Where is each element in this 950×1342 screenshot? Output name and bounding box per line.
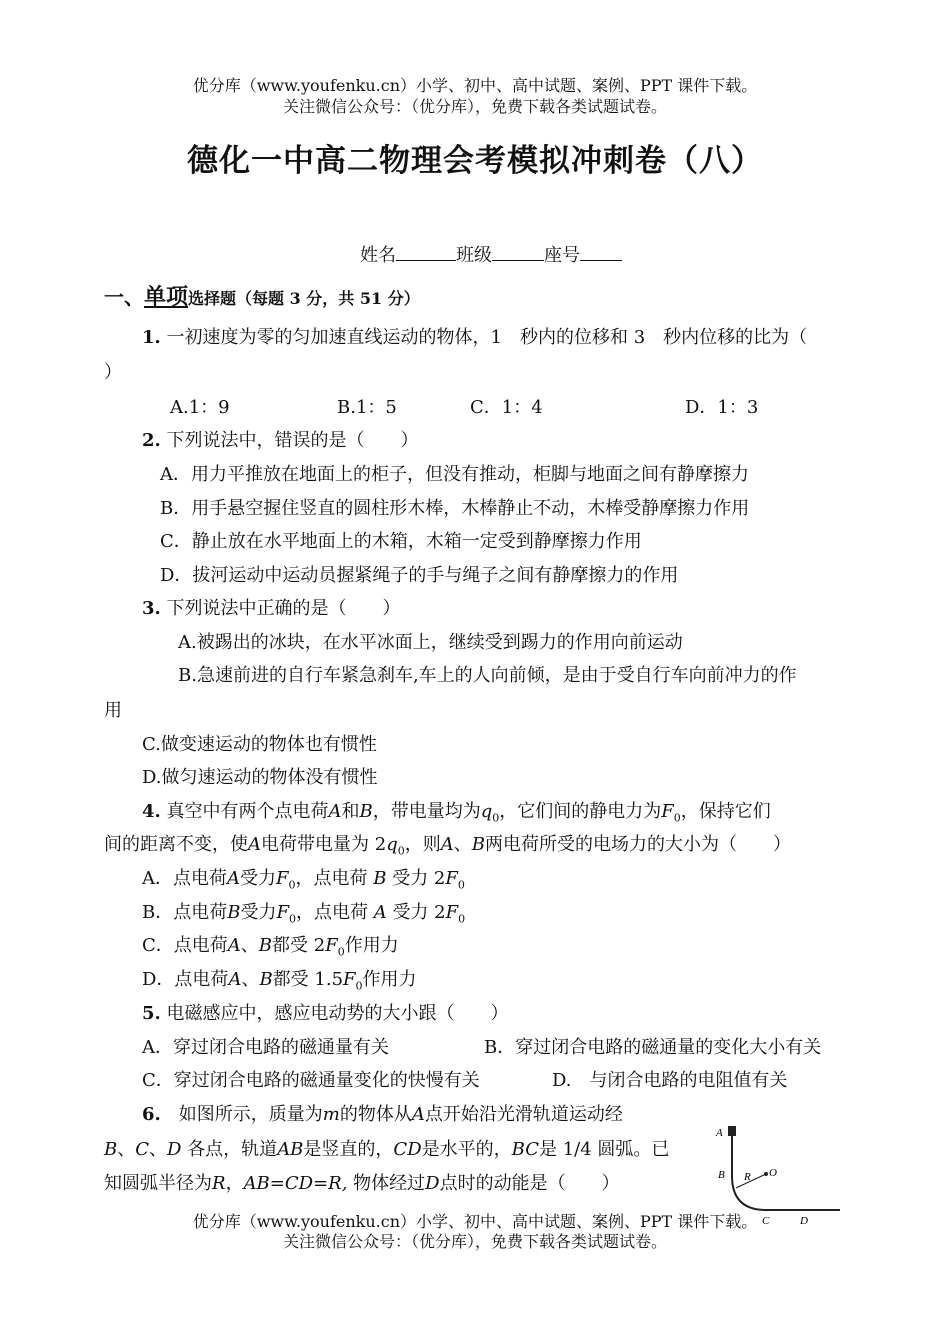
radius-line <box>736 1174 766 1188</box>
charge-b: B <box>471 834 485 855</box>
q5-option-d[interactable]: D. 与闭合电路的电阻值有关 <box>552 1070 788 1091</box>
q4-option-c[interactable] <box>142 934 399 965</box>
q3-option-c[interactable]: C.做变速运动的物体也有惯性 <box>142 734 377 755</box>
subscript: 0 <box>457 878 465 892</box>
q6-stem-line1 <box>142 1103 623 1127</box>
label-r: R <box>744 1171 751 1183</box>
q2-option-b[interactable]: B．用手悬空握住竖直的圆柱形木棒，木棒静止不动，木棒受静摩擦力作用 <box>160 498 750 519</box>
point-c: C <box>135 1139 150 1160</box>
charge-q: q <box>386 834 398 855</box>
class-label: 班级 <box>456 245 492 266</box>
q1-number: 1. <box>142 327 161 348</box>
q4-text: ，保持它们 <box>680 801 771 822</box>
charge-q: q <box>480 801 493 822</box>
q4-text: 两电荷所受的电场力的大小为（ ） <box>484 834 791 855</box>
charge-a: A <box>248 834 261 855</box>
q3-option-d[interactable]: D.做匀速运动的物体没有惯性 <box>142 767 378 788</box>
charge-a: A <box>373 902 387 923</box>
charge-b: B <box>359 801 373 822</box>
site-footer-line1: 优分库（www.youfenku.cn）小学、初中、高中试题、案例、PPT 课件下载。 <box>192 1212 758 1231</box>
opt-text: 都受 2 <box>272 935 326 956</box>
q1-stem <box>142 326 807 350</box>
point-d: D <box>425 1173 440 1194</box>
force-f: F <box>343 969 356 990</box>
q2-number: 2. <box>142 430 161 451</box>
opt-text: 、 <box>241 969 260 990</box>
q3-option-a[interactable]: A.被踢出的冰块，在水平冰面上，继续受到踢力的作用向前运动 <box>178 632 683 653</box>
opt-text: ，点电荷 <box>295 868 368 889</box>
radius-r: R <box>212 1173 226 1194</box>
center-point <box>764 1172 768 1176</box>
q4-text: ，它们间的静电力为 <box>499 801 662 822</box>
subscript: 0 <box>492 811 500 825</box>
q6-text: 、 <box>117 1139 136 1160</box>
charge-b: B <box>259 969 273 990</box>
q5-option-a[interactable]: A．穿过闭合电路的磁通量有关 <box>142 1037 389 1058</box>
class-blank[interactable] <box>492 242 544 261</box>
point-b: B <box>104 1139 118 1160</box>
q6-text: 点时的动能是（ ） <box>439 1173 620 1194</box>
opt-text: A．点电荷 <box>142 868 227 889</box>
subscript: 0 <box>355 979 363 993</box>
q4-text: 、 <box>453 834 472 855</box>
q4-and: 和 <box>341 801 360 822</box>
q5-option-c[interactable]: C．穿过闭合电路的磁通量变化的快慢有关 <box>142 1070 480 1091</box>
force-f: F <box>445 868 458 889</box>
q6-text: 是水平的， <box>421 1139 512 1160</box>
opt-text: 作用力 <box>362 969 417 990</box>
q5-option-b[interactable]: B．穿过闭合电路的磁通量的变化大小有关 <box>484 1037 822 1058</box>
q5-stem <box>142 1002 509 1026</box>
q1-option-d[interactable]: D．1：3 <box>685 397 759 418</box>
subscript: 0 <box>337 945 345 959</box>
opt-text: D．点电荷 <box>142 969 229 990</box>
subscript: 0 <box>673 811 681 825</box>
equation: AB=CD=R, <box>243 1173 348 1194</box>
q4-option-b[interactable] <box>142 901 465 932</box>
q4-text: ，带电量均为 <box>372 801 481 822</box>
q3-number: 3. <box>142 598 161 619</box>
q2-option-c[interactable]: C．静止放在水平地面上的木箱，木箱一定受到静摩擦力作用 <box>160 531 642 552</box>
q2-option-d[interactable]: D．拔河运动中运动员握紧绳子的手与绳子之间有静摩擦力的作用 <box>160 565 679 586</box>
label-d: D <box>800 1215 808 1227</box>
opt-text: 都受 1.5 <box>272 969 344 990</box>
force-f: F <box>445 902 459 923</box>
segment-cd: CD <box>393 1139 422 1160</box>
subscript: 0 <box>458 912 466 926</box>
opt-text: 受力 <box>240 868 276 889</box>
label-b: B <box>718 1169 725 1181</box>
charge-a: A <box>228 969 242 990</box>
subscript: 0 <box>397 844 405 858</box>
q4-stem-line2 <box>104 833 791 864</box>
q6-stem-line3 <box>104 1172 620 1196</box>
q6-text: 、 <box>149 1139 168 1160</box>
opt-text: ，点电荷 <box>295 902 368 923</box>
point-d: D <box>167 1139 182 1160</box>
q3-option-b-cont: 用 <box>104 700 122 721</box>
opt-text: 受力 2 <box>392 868 446 889</box>
mass-m: m <box>322 1104 340 1125</box>
mass-block <box>728 1126 736 1136</box>
point-a: A <box>411 1104 425 1125</box>
q3-stem <box>142 597 401 621</box>
q6-text: 的物体从 <box>339 1104 412 1125</box>
label-o: O <box>769 1167 777 1179</box>
charge-b: B <box>227 902 241 923</box>
q6-stem-line2 <box>104 1138 669 1162</box>
q4-text: ，则 <box>404 834 441 855</box>
section-big: 单项 <box>144 284 189 310</box>
q3-text: 下列说法中正确的是（ ） <box>166 598 401 619</box>
q5-number: 5. <box>142 1003 161 1024</box>
student-info <box>360 242 622 268</box>
force-f: F <box>325 935 338 956</box>
q4-stem-line1 <box>142 800 771 831</box>
q6-text: 是 1/4 圆弧。已 <box>538 1139 670 1160</box>
q4-option-a[interactable] <box>142 867 465 898</box>
q2-option-a[interactable]: A．用力平推放在地面上的柜子，但没有推动，柜脚与地面之间有静摩擦力 <box>160 464 749 485</box>
subscript: 0 <box>288 878 296 892</box>
opt-text: 受力 2 <box>392 902 446 923</box>
q4-text: 间的距离不变，使 <box>104 834 248 855</box>
charge-b: B <box>373 868 387 889</box>
q6-text: 知圆弧半径为 <box>104 1173 212 1194</box>
segment-ab: AB <box>277 1139 304 1160</box>
opt-text: 、 <box>240 935 259 956</box>
q6-text: 是竖直的， <box>303 1139 394 1160</box>
q4-option-d[interactable] <box>142 968 417 999</box>
q1-text: 一初速度为零的匀加速直线运动的物体，1 秒内的位移和 3 秒内位移的比为（ <box>166 327 808 348</box>
label-a: A <box>716 1127 723 1139</box>
label-c: C <box>762 1215 770 1227</box>
q4-number: 4. <box>142 801 161 822</box>
q1-option-c[interactable]: C．1：4 <box>470 397 543 418</box>
force-f: F <box>276 902 289 923</box>
opt-text: C．点电荷 <box>142 935 228 956</box>
subscript: 0 <box>288 912 296 926</box>
charge-a: A <box>440 834 454 855</box>
opt-text: 作用力 <box>344 935 399 956</box>
q6-text: ， <box>225 1173 244 1194</box>
q6-number: 6. <box>142 1104 161 1125</box>
force-f: F <box>661 801 674 822</box>
section-heading <box>104 280 420 311</box>
q4-text: 真空中有两个点电荷 <box>166 801 329 822</box>
q6-text: 点开始沿光滑轨道运动经 <box>424 1104 623 1125</box>
q5-text: 电磁感应中，感应电动势的大小跟（ ） <box>166 1003 509 1024</box>
force-f: F <box>276 868 289 889</box>
section-rest: 选择题（每题 3 分，共 51 分） <box>188 289 420 308</box>
site-footer-line2: 关注微信公众号：（优分库），免费下载各类试题试卷。 <box>282 1232 667 1251</box>
seat-label: 座号 <box>544 245 580 266</box>
opt-text: 受力 <box>240 902 277 923</box>
q1-stem-cont: ） <box>104 362 122 383</box>
charge-b: B <box>258 935 273 956</box>
q6-text: 物体经过 <box>353 1173 426 1194</box>
q1-option-a[interactable]: A.1：9 <box>170 397 230 418</box>
q6-text: 如图所示，质量为 <box>178 1104 323 1125</box>
q3-option-b[interactable]: B.急速前进的自行车紧急刹车,车上的人向前倾，是由于受自行车向前冲力的作 <box>178 665 797 686</box>
charge-a: A <box>227 868 240 889</box>
segment-bc: BC <box>511 1139 539 1160</box>
opt-text: B．点电荷 <box>142 902 228 923</box>
q4-text: 电荷带电量为 2 <box>261 834 387 855</box>
q2-text: 下列说法中，错误的是（ ） <box>166 430 419 451</box>
charge-a: A <box>328 801 342 822</box>
site-header-line2: 关注微信公众号：（优分库），免费下载各类试题试卷。 <box>282 97 667 116</box>
q1-option-b[interactable]: B.1：5 <box>337 397 397 418</box>
charge-a: A <box>227 935 241 956</box>
q2-stem <box>142 429 419 453</box>
q6-text: 各点，轨道 <box>187 1139 278 1160</box>
name-blank[interactable] <box>396 242 456 261</box>
page-title: 德化一中高二物理会考模拟冲刺卷（八） <box>187 143 763 179</box>
section-prefix: 一、 <box>104 285 144 309</box>
seat-blank[interactable] <box>580 242 622 261</box>
name-label: 姓名 <box>360 245 396 266</box>
site-header-line1: 优分库（www.youfenku.cn）小学、初中、高中试题、案例、PPT 课件下载。 <box>192 76 758 95</box>
